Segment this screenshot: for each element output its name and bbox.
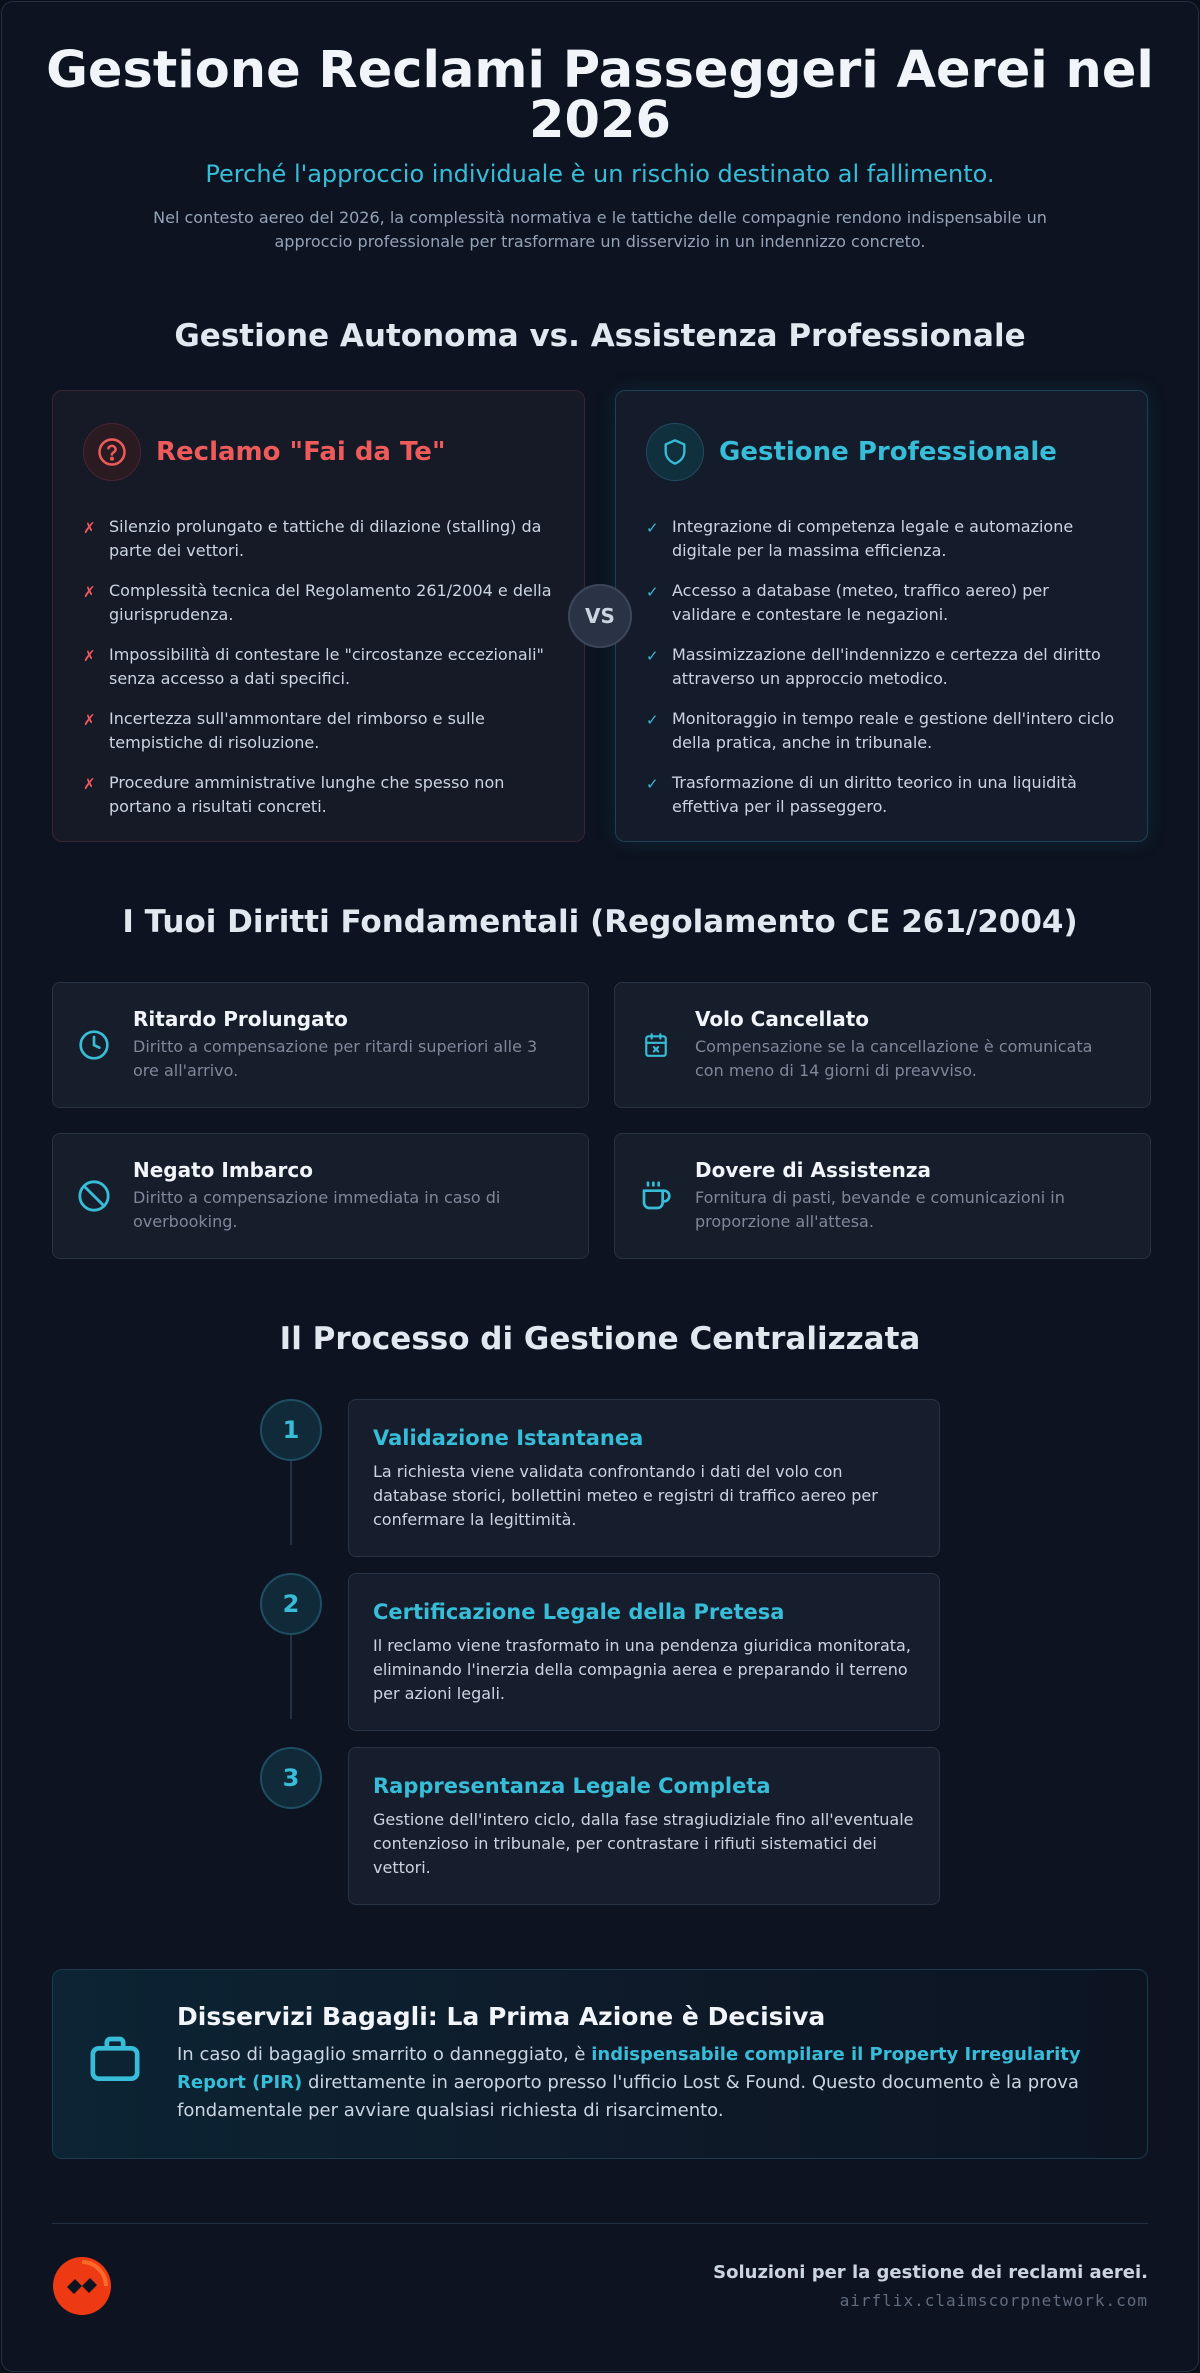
- list-item: ✗ Complessità tecnica del Regolamento 261/2004 e della giurisprudenza.: [83, 579, 554, 627]
- baggage-callout: [52, 1969, 1148, 2159]
- rights-section: [52, 982, 1148, 1259]
- right-title: Volo Cancellato: [695, 1007, 870, 1031]
- check-icon: ✓: [646, 647, 659, 665]
- list-item: ✓ Monitoraggio in tempo reale e gestione dell'intero ciclo della pratica, anche in tribunale.: [646, 707, 1117, 755]
- check-icon: ✓: [646, 519, 659, 537]
- intro-text: Nel contesto aereo del 2026, la complessità normativa e le tattiche delle compagnie rendono indispensabile un approccio professionale per trasformare un disservizio in un indennizzo concreto.: [153, 208, 1047, 251]
- baggage-text: In caso di bagaglio smarrito o danneggiato, è indispensabile compilare il Property Irregularity Report (PIR) direttamente in aeroporto presso l'ufficio Lost & Found. Questo documento è la prova fondamentale per avviare qualsiasi richiesta di risarcimento.: [177, 2044, 1081, 2121]
- step-number: 2: [260, 1573, 322, 1635]
- footer-tagline: Soluzioni per la gestione dei reclami aerei.: [713, 2262, 1148, 2283]
- footer: [52, 2223, 1148, 2363]
- timeline-connector: [290, 1635, 292, 1719]
- right-text: Diritto a compensazione per ritardi superiori alle 3 ore all'arrivo.: [133, 1037, 538, 1080]
- page-title: Gestione Reclami Passeggeri Aerei nel 2026: [46, 41, 1154, 150]
- step-number: 3: [260, 1747, 322, 1809]
- pir-highlight: indispensabile compilare il Property Irregularity Report (PIR): [177, 2044, 1081, 2093]
- step-text: Il reclamo viene trasformato in una pendenza giuridica monitorata, eliminando l'inerzia della compagnia aerea e preparando il terreno per azioni legali.: [373, 1636, 911, 1703]
- cross-icon: ✗: [83, 583, 96, 601]
- process-step: [260, 1747, 940, 1905]
- vs-badge: VS: [568, 584, 632, 648]
- list-item: ✓ Massimizzazione dell'indennizzo e certezza del diritto attraverso un approccio metodico.: [646, 643, 1117, 691]
- step-title: Validazione Istantanea: [373, 1426, 644, 1450]
- comparison-section: [52, 390, 1148, 842]
- list-item: ✗ Procedure amministrative lunghe che spesso non portano a risultati concreti.: [83, 771, 554, 819]
- step-card: [348, 1573, 940, 1731]
- list-item: ✗ Impossibilità di contestare le "circostanze eccezionali" senza accesso a dati specifici.: [83, 643, 554, 691]
- right-text: Diritto a compensazione immediata in caso di overbooking.: [133, 1188, 501, 1231]
- right-card-cancelled: [614, 982, 1151, 1108]
- list-item: ✓ Accesso a database (meteo, traffico aereo) per validare e contestare le negazioni.: [646, 579, 1117, 627]
- check-icon: ✓: [646, 711, 659, 729]
- diy-title: Reclamo "Fai da Te": [156, 437, 446, 467]
- right-title: Negato Imbarco: [133, 1158, 313, 1182]
- shield-icon: [646, 423, 704, 481]
- calendar-x-icon: [639, 1032, 673, 1058]
- coffee-icon: [639, 1180, 673, 1212]
- professional-card: [615, 390, 1148, 842]
- cross-icon: ✗: [83, 519, 96, 537]
- question-circle-icon: [83, 423, 141, 481]
- right-text: Fornitura di pasti, bevande e comunicazioni in proporzione all'attesa.: [695, 1188, 1065, 1231]
- right-card-assistance: [614, 1133, 1151, 1259]
- step-card: [348, 1747, 940, 1905]
- check-icon: ✓: [646, 775, 659, 793]
- baggage-title: Disservizi Bagagli: La Prima Azione è Decisiva: [177, 2002, 826, 2031]
- briefcase-icon: [87, 2002, 143, 2092]
- professional-title: Gestione Professionale: [719, 437, 1057, 467]
- hero-section: [2, 2, 1198, 254]
- professional-list: [646, 515, 1117, 819]
- timeline-connector: [290, 1461, 292, 1545]
- list-item: ✓ Integrazione di competenza legale e automazione digitale per la massima efficienza.: [646, 515, 1117, 563]
- ban-icon: [77, 1179, 111, 1213]
- step-number: 1: [260, 1399, 322, 1461]
- list-item: ✗ Silenzio prolungato e tattiche di dilazione (stalling) da parte dei vettori.: [83, 515, 554, 563]
- step-card: [348, 1399, 940, 1557]
- diy-card: [52, 390, 585, 842]
- diy-list: [83, 515, 554, 819]
- process-title: Il Processo di Gestione Centralizzata: [279, 1321, 921, 1357]
- check-icon: ✓: [646, 583, 659, 601]
- process-step: [260, 1573, 940, 1731]
- step-title: Rappresentanza Legale Completa: [373, 1774, 771, 1798]
- cross-icon: ✗: [83, 711, 96, 729]
- brand-logo: [52, 2256, 112, 2320]
- step-title: Certificazione Legale della Pretesa: [373, 1600, 785, 1624]
- process-section: [260, 1399, 940, 1905]
- process-step: [260, 1399, 940, 1557]
- list-item: ✓ Trasformazione di un diritto teorico in una liquidità effettiva per il passeggero.: [646, 771, 1117, 819]
- right-card-denied-boarding: [52, 1133, 589, 1259]
- right-text: Compensazione se la cancellazione è comunicata con meno di 14 giorni di preavviso.: [695, 1037, 1093, 1080]
- footer-url[interactable]: airflix.claimscorpnetwork.com: [839, 2291, 1148, 2310]
- step-text: La richiesta viene validata confrontando i dati del volo con database storici, bollettini meteo e registri di traffico aereo per confermare la legittimità.: [373, 1462, 878, 1529]
- clock-icon: [77, 1029, 111, 1061]
- right-title: Ritardo Prolungato: [133, 1007, 348, 1031]
- right-title: Dovere di Assistenza: [695, 1158, 932, 1182]
- step-text: Gestione dell'intero ciclo, dalla fase stragiudiziale fino all'eventuale contenzioso in tribunale, per contrastare i rifiuti sistematici dei vettori.: [373, 1810, 914, 1877]
- page-subtitle: Perché l'approccio individuale è un rischio destinato al fallimento.: [205, 160, 995, 188]
- infographic-page: [1, 1, 1199, 2372]
- comparison-title: Gestione Autonoma vs. Assistenza Professionale: [174, 318, 1026, 354]
- cross-icon: ✗: [83, 647, 96, 665]
- list-item: ✗ Incertezza sull'ammontare del rimborso e sulle tempistiche di risoluzione.: [83, 707, 554, 755]
- rights-title: I Tuoi Diritti Fondamentali (Regolamento CE 261/2004): [122, 904, 1078, 940]
- right-card-delay: [52, 982, 589, 1108]
- cross-icon: ✗: [83, 775, 96, 793]
